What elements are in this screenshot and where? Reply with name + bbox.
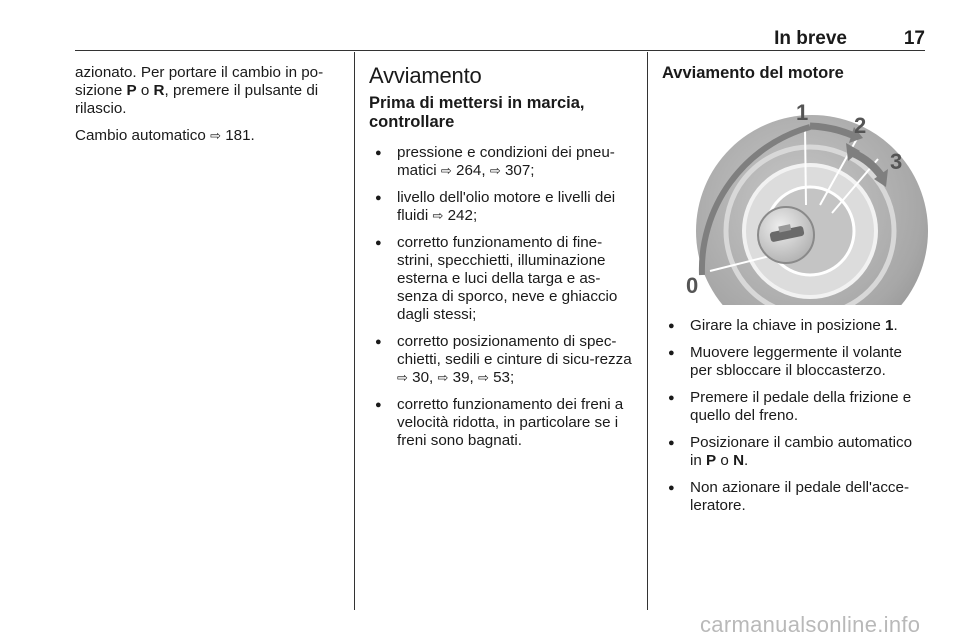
cross-reference-link[interactable]: 242; [447,207,478,224]
list-item: ● Premere il pedale della frizione e quello del freno. [662,389,928,425]
cross-reference-icon: ⇨ [440,163,452,178]
cross-reference-icon: ⇨ [397,370,408,385]
cross-reference-icon: ⇨ [210,128,221,143]
paragraph-gear-release: azionato. Per portare il cambio in po-sizione P o R, premere il pulsante di rilascio. [75,64,324,117]
header-rule [75,50,925,51]
list-item: ● Posizionare il cambio automatico in P o N. [662,434,928,470]
cross-reference-icon: ⇨ [477,370,489,385]
cross-reference-link[interactable]: 53; [493,369,515,386]
cross-reference-link[interactable]: 30, [412,369,438,386]
list-item: ● Girare la chiave in posizione 1. [662,317,928,335]
subsection-title: Prima di mettersi in marcia, controllare [369,94,585,131]
cross-reference-link[interactable]: 39, [452,369,478,386]
list-item: ● pressione e condizioni dei pneu-matici ⇨ 264, ⇨ 307; [369,144,633,180]
list-item: ● Non azionare il pedale dell'acce-leratore. [662,479,928,515]
label-position-0: 0 [686,273,699,298]
position-line-1 [805,128,806,205]
list-item: ● corretto funzionamento di fine-strini, specchietti, illuminazione esterna e luci della targa e as-senza di sporco, neve e ghiaccio dagli stessi; [369,234,633,324]
column-3 [662,64,928,524]
column-2 [369,64,633,459]
ignition-switch-figure [662,93,928,305]
cross-reference-link[interactable]: 181. [225,127,255,144]
column-divider-1 [354,52,355,610]
page-header [75,28,925,50]
ignition-switch-illustration [662,93,928,305]
page-number: 17 [903,28,925,49]
header-title: In breve [774,28,847,49]
cross-reference-link[interactable]: 264, [456,162,490,179]
cross-reference-icon: ⇨ [489,163,501,178]
list-item: ● corretto posizionamento di spec-chietti, sedili e cinture di sicu-rezza ⇨ 30, ⇨ 39, ⇨ 53; [369,333,633,387]
label-position-1: 1 [796,100,809,125]
list-item: ● Muovere leggermente il volante per sbloccare il bloccasterzo. [662,344,928,380]
list-item: ● livello dell'olio motore e livelli dei fluidi ⇨ 242; [369,189,633,225]
label-position-2: 2 [854,113,867,138]
checklist [369,144,633,450]
watermark: carmanualsonline.info [700,612,921,637]
cross-reference-icon: ⇨ [432,208,444,223]
column-divider-2 [647,52,648,610]
cross-reference-icon: ⇨ [437,370,449,385]
subsection-title: Avviamento del motore [662,64,844,82]
paragraph-automatic-transmission: Cambio automatico ⇨ 181. [75,127,255,144]
label-position-3: 3 [890,149,903,174]
column-1 [75,64,343,154]
section-title: Avviamento [369,63,482,88]
cross-reference-link[interactable]: 307; [504,162,535,179]
starting-steps [662,317,928,515]
list-item: ● corretto funzionamento dei freni a velocità ridotta, in particolare se i freni sono bagnati. [369,396,633,450]
